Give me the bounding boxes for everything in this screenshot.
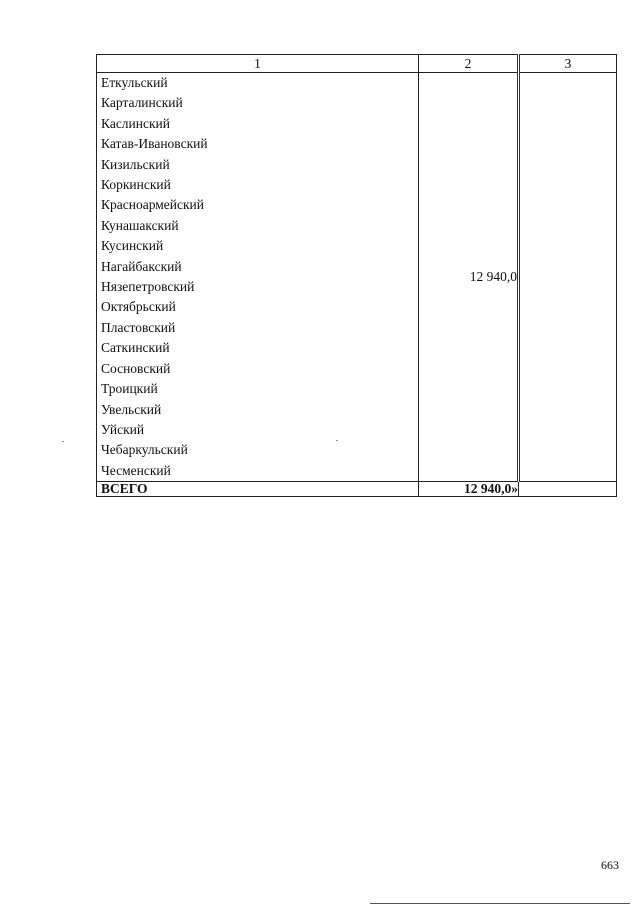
district-name: Нагайбакский	[97, 257, 419, 277]
district-name: Троицкий	[97, 379, 419, 399]
district-name: Еткульский	[97, 73, 419, 94]
column-header-1: 1	[97, 55, 419, 73]
total-value: 12 940,0»	[419, 482, 519, 497]
district-name: Кусинский	[97, 236, 419, 256]
total-column-3	[519, 482, 617, 497]
district-name: Кунашакский	[97, 216, 419, 236]
district-name: Октябрьский	[97, 297, 419, 317]
total-label: ВСЕГО	[97, 482, 419, 497]
district-name: Нязепетровский	[97, 277, 419, 297]
district-name: Пластовский	[97, 318, 419, 338]
table-header-row	[97, 55, 617, 73]
page-number: 663	[601, 858, 619, 872]
column-3-cell	[519, 73, 617, 482]
district-name: Кизильский	[97, 155, 419, 175]
scan-speck	[336, 440, 338, 441]
column-header-2: 2	[419, 55, 519, 73]
district-name: Саткинский	[97, 338, 419, 358]
district-name: Чесменский	[97, 461, 419, 482]
district-name: Сосновский	[97, 359, 419, 379]
district-name: Чебаркульский	[97, 440, 419, 460]
merged-amount-cell: 12 940,0	[419, 73, 519, 482]
district-name: Катав-Ивановский	[97, 134, 419, 154]
total-row	[97, 482, 617, 497]
scan-speck	[62, 441, 64, 442]
column-header-3: 3	[519, 55, 617, 73]
district-name: Уйский	[97, 420, 419, 440]
district-name: Карталинский	[97, 93, 419, 113]
district-name: Красноармейский	[97, 195, 419, 215]
table-row	[97, 73, 617, 94]
district-name: Увельский	[97, 400, 419, 420]
district-name: Коркинский	[97, 175, 419, 195]
district-name: Каслинский	[97, 114, 419, 134]
allocation-table	[96, 54, 617, 497]
scan-edge-line	[370, 903, 630, 904]
